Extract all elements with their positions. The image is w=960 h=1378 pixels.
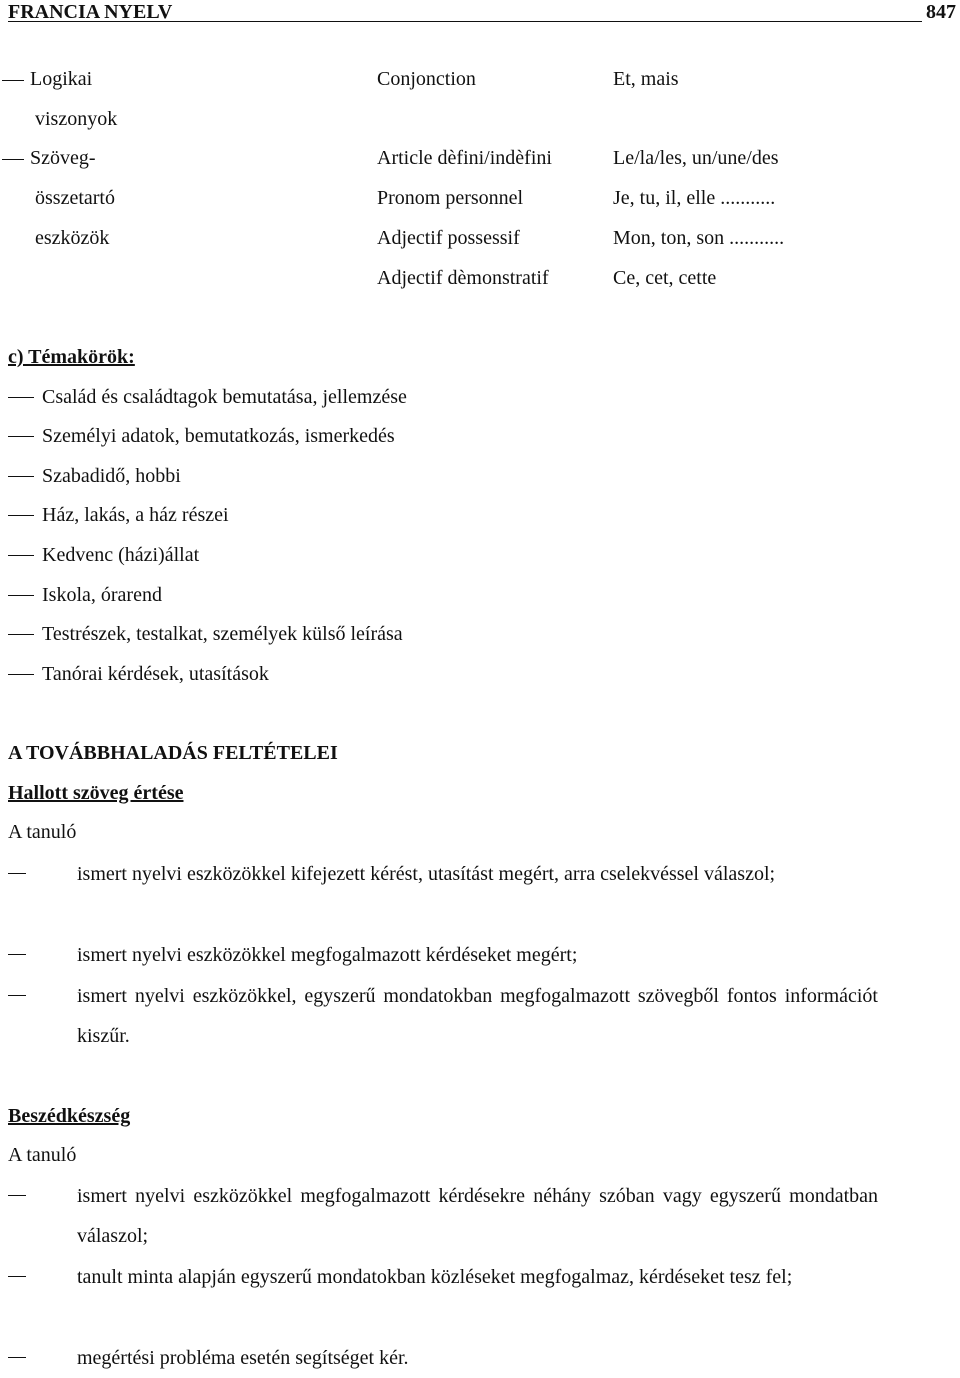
table-term: Article dèfini/indèfini: [377, 147, 552, 169]
list-item: [8, 622, 403, 646]
table-category: összetartó: [35, 187, 115, 209]
list-item: [8, 854, 878, 894]
table-example: Et, mais: [613, 68, 679, 90]
list-item: [8, 503, 229, 527]
speaking-intro: A tanuló: [8, 1144, 77, 1166]
topic-label: Iskola, órarend: [42, 584, 162, 606]
dash-bullet: [8, 397, 34, 398]
speaking-heading: Beszédkészség: [8, 1105, 131, 1127]
requirement-text: ismert nyelvi eszközökkel megfogalmazott kérdéseket megért;: [77, 944, 578, 966]
list-item: [8, 935, 878, 975]
topic-label: Személyi adatok, bemutatkozás, ismerkedés: [42, 425, 395, 447]
topic-label: Kedvenc (házi)állat: [42, 544, 200, 566]
list-item: [8, 1257, 878, 1297]
dash-bullet: [8, 1357, 26, 1358]
dash-bullet: [8, 954, 26, 955]
requirement-text: tanult minta alapján egyszerű mondatokban közléseket megfogalmaz, kérdéseket tesz fel;: [77, 1266, 793, 1288]
list-item: [8, 1338, 878, 1378]
list-item: [8, 1176, 878, 1256]
dash-bullet: [8, 674, 34, 675]
table-category: Logikai: [30, 68, 93, 90]
table-term: Adjectif dèmonstratif: [377, 267, 549, 289]
topic-label: Testrészek, testalkat, személyek külső leírása: [42, 623, 403, 645]
list-item: [8, 976, 878, 1056]
dash-bullet: [8, 995, 26, 996]
table-category: viszonyok: [35, 108, 118, 130]
table-term: Pronom personnel: [377, 187, 524, 209]
dash-bullet: [8, 436, 34, 437]
dash-bullet: [8, 1195, 26, 1196]
dash-bullet: [8, 1276, 26, 1277]
page-number: 847: [926, 1, 956, 23]
table-category: Szöveg-: [30, 147, 96, 169]
topics-heading: c) Témakörök:: [8, 346, 135, 368]
topic-label: Család és családtagok bemutatása, jellemzése: [42, 386, 407, 408]
category-dash: [2, 80, 24, 81]
page-header-title: FRANCIA NYELV: [8, 1, 173, 23]
requirement-text: megértési probléma esetén segítséget kér.: [77, 1347, 409, 1369]
listening-intro: A tanuló: [8, 821, 77, 843]
list-item: [8, 464, 181, 488]
table-example: Je, tu, il, elle ...........: [613, 187, 776, 209]
table-example: Ce, cet, cette: [613, 267, 717, 289]
dash-bullet: [8, 634, 34, 635]
dash-bullet: [8, 555, 34, 556]
table-category: eszközök: [35, 227, 110, 249]
dash-bullet: [8, 873, 26, 874]
list-item: [8, 583, 162, 607]
list-item: [8, 424, 395, 448]
dash-bullet: [8, 595, 34, 596]
requirement-text: ismert nyelvi eszközökkel, egyszerű mondatokban megfogalmazott szövegből fontos információt kiszűr.: [77, 985, 878, 1047]
list-item: [8, 543, 199, 567]
dash-bullet: [8, 515, 34, 516]
table-example: Mon, ton, son ...........: [613, 227, 785, 249]
table-term: Adjectif possessif: [377, 227, 520, 249]
requirement-text: ismert nyelvi eszközökkel megfogalmazott kérdésekre néhány szóban vagy egyszerű mondatban válaszol;: [77, 1185, 878, 1247]
list-item: [8, 662, 269, 686]
category-dash: [2, 159, 24, 160]
dash-bullet: [8, 476, 34, 477]
list-item: [8, 385, 407, 409]
table-example: Le/la/les, un/une/des: [613, 147, 779, 169]
requirement-text: ismert nyelvi eszközökkel kifejezett kérést, utasítást megért, arra cselekvéssel válaszol;: [77, 863, 776, 885]
table-term: Conjonction: [377, 68, 476, 90]
topic-label: Szabadidő, hobbi: [42, 465, 181, 487]
listening-heading: Hallott szöveg értése: [8, 782, 184, 804]
topic-label: Tanórai kérdések, utasítások: [42, 663, 269, 685]
header-rule: [8, 21, 922, 22]
topic-label: Ház, lakás, a ház részei: [42, 504, 229, 526]
requirements-heading: A TOVÁBBHALADÁS FELTÉTELEI: [8, 742, 338, 764]
